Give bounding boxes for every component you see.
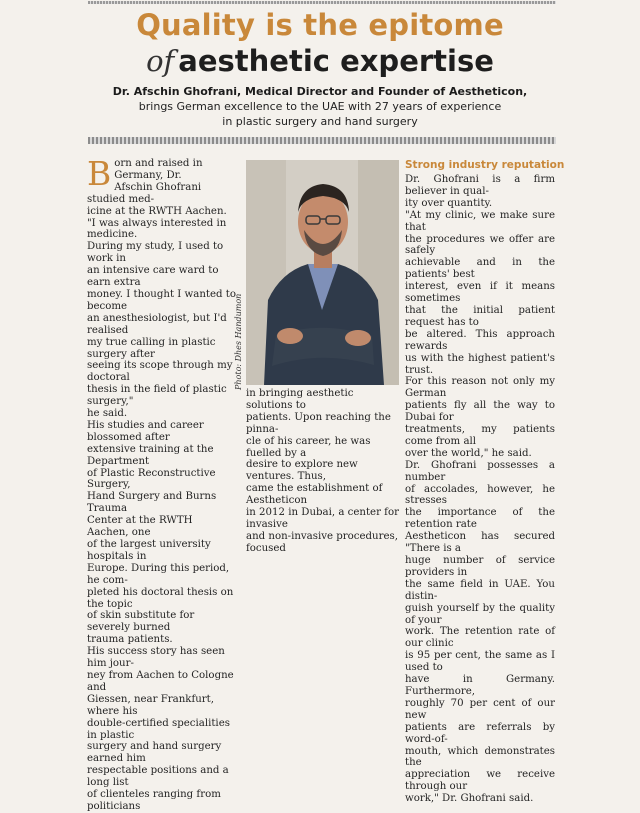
headline-line-2-rest: aesthetic expertise [178,44,494,78]
text-line: roughly 70 per cent of our new [405,697,555,721]
text-line: Afschin Ghofrani studied med- [87,181,202,205]
headline-line-1: Quality is the epitome [136,8,504,42]
text-line: guish yourself by the quality of your [405,602,555,626]
text-line: icine at the RWTH Aachen. [87,205,227,217]
text-line: that the initial patient request has to [405,304,555,328]
portrait-photo [246,160,399,385]
column-2-text [246,388,399,555]
text-line: interest, even if it means sometimes [405,281,555,305]
subhead-line-1: brings German excellence to the UAE with 27 years of experience [138,100,502,113]
text-line: the same field in UAE. You distin- [405,578,555,602]
article-column-1 [87,154,237,813]
text-line: Dr. Ghofrani possesses a number [405,459,555,483]
text-line: During my study, I used to work in [87,241,224,265]
text-line: "At my clinic, we make sure that [405,209,555,233]
text-line: achievable and in the patients' best [405,257,555,281]
text-line: His studies and career blossomed after [87,419,204,443]
headline-of: of [146,44,175,78]
text-line: Center at the RWTH Aachen, one [87,515,193,539]
text-line: and non-invasive procedures, focused [246,530,398,554]
text-line: have in Germany. Furthermore, [405,674,555,697]
text-line: orn and raised in Germany, Dr. [114,158,203,181]
text-line: double-certified specialities in plastic [87,717,230,741]
text-line: cle of his career, he was fuelled by a [246,435,371,459]
text-line: patients. Upon reaching the pinna- [246,411,391,435]
text-line: of Plastic Reconstructive Surgery, [87,467,216,491]
text-line: pleted his doctoral thesis on the topic [87,586,234,610]
article-column-2 [246,388,399,555]
text-line: Aestheticon has secured "There is a [405,531,555,555]
text-line: in bringing aesthetic solutions to [246,388,354,411]
magazine-page: Quality is the epitome of aesthetic expertise Dr. Afschin Ghofrani, Medical Director and Founder of Aestheticon, brings German excellence to the UAE with 27 years of experience in plastic surgery and hand surgery B orn and raised in Germany, Dr. Afschin Ghofrani studied med- icine at the RWTH Aachen. "I was always interested in medicine. During my study, I used to work in an intensive care ward to earn extra money. I thought I wanted to become an anesthesiologist, but I'd realised my true calling in plastic surgery after seeing its scope through my doctoral thesis in the field of plastic surgery," he said. His studies and career blossomed after extensive training at the Department of Plastic Reconstructive Surgery, Hand Surgery and Burns Trauma Center at the RWTH Aachen, one of the largest university hospitals in Europe. During this period, he com- pleted his doctoral thesis on the topic of skin substitute for severely burned trauma patients. His success story has seen him jour- ney from Aachen to Cologne and Giessen, near Frankfurt, where his double-certified specialities in plastic surgery and hand surgery earned him respectable positions and a long list of clienteles ranging from politicians Photo: Dhes Handumon in bringing aesthetic solutions to patients. Upon reaching the pinna- cle of his career, he was fuelled by a desire to explore new ventures. Thus, came the establishment of Aestheticon in 2012 in Dubai, a center for invasive and non-invasive procedures, focused Strong industry reputation Dr. Ghofrani is a firm believer in qual- ity over quantity. "At my clinic, we make sure that the procedures we offer are safely achievable and in the patients' best interest, even if it means sometimes that the initial patient request has to be altered. This approach rewards us with the highest patient's trust. For this reason not only my German patients fly all the way to Dubai for treatments, my patients come from all over the world," he said. Dr. Ghofrani possesses a number of accolades, however, he stresses the importance of the retention rate Aestheticon has secured "There is a huge number of service providers in the same field in UAE. You distin- guish yourself by the quality of your work. The retention rate of our clinic is 95 per cent, the same as I used to have in Germany. Furthermore, roughly 70 per cent of our new patients are referrals by word-of- mouth, which demonstrates the appreciation we receive through our work," Dr. Ghofrani said. [0,0,640,480]
text-line: over the world," he said. [405,447,532,459]
text-line: an anesthesiologist, but I'd realised [87,312,227,336]
column-3-text [405,174,555,805]
text-line: work," Dr. Ghofrani said. [405,793,534,805]
text-line: thesis in the field of plastic surgery," [87,384,227,408]
section-rule [88,137,556,144]
top-rule [88,1,556,4]
byline: Dr. Afschin Ghofrani, Medical Director and Founder of Aestheticon, [112,85,528,98]
text-line: seeing its scope through my doctoral [87,360,233,384]
text-line: Dr. Ghofrani is a firm believer in qual- [405,174,555,197]
text-line: For this reason not only my German [405,376,555,400]
text-line: he said. [87,408,128,420]
text-line: an intensive care ward to earn extra [87,265,219,289]
text-line: Europe. During this period, he com- [87,562,230,586]
text-line: ity over quantity. [405,197,493,209]
text-line: the procedures we offer are safely [405,233,555,257]
article-column-3 [405,174,555,805]
text-line: Giessen, near Frankfurt, where his [87,693,215,717]
text-line: my true calling in plastic surgery after [87,336,216,360]
drop-cap: B [87,154,112,193]
portrait-illustration [246,160,399,385]
section-heading: Strong industry reputation [405,159,565,171]
text-line: of skin substitute for severely burned [87,610,195,634]
text-line: ney from Aachen to Cologne and [87,669,234,693]
text-line: of clienteles ranging from politicians [87,789,221,812]
text-line: extensive training at the Department [87,443,214,467]
text-line: desire to explore new ventures. Thus, [246,459,358,483]
text-line: of the largest university hospitals in [87,539,211,562]
text-line: of accolades, however, he stresses [405,483,555,507]
text-line: surgery and hand surgery earned him [87,741,222,765]
text-line: the importance of the retention rate [405,507,555,531]
text-line: His success story has seen him jour- [87,646,225,670]
text-line: mouth, which demonstrates the [405,745,555,769]
text-line: appreciation we receive through our [405,769,555,793]
text-line: "I was always interested in medicine. [87,217,227,241]
text-line: trauma patients. [87,634,173,646]
text-line: huge number of service providers in [405,555,555,578]
text-line: respectable positions and a long list [87,765,229,789]
text-line: in 2012 in Dubai, a center for invasive [246,507,399,530]
text-line: patients fly all the way to Dubai for [405,400,555,424]
column-1-text [87,154,237,813]
text-line: Hand Surgery and Burns Trauma [87,491,217,515]
text-line: treatments, my patients come from all [405,424,555,447]
text-line: us with the highest patient's trust. [405,352,555,376]
text-line: came the establishment of Aestheticon [246,483,383,507]
text-line: work. The retention rate of our clinic [405,626,555,650]
headline-line-2 [0,44,640,78]
text-line: be altered. This approach rewards [405,328,555,352]
text-line: patients are referrals by word-of- [405,721,555,745]
text-line: is 95 per cent, the same as I used to [405,650,555,674]
subhead-line-2: in plastic surgery and hand surgery [222,115,418,128]
text-line: money. I thought I wanted to become [87,288,237,312]
